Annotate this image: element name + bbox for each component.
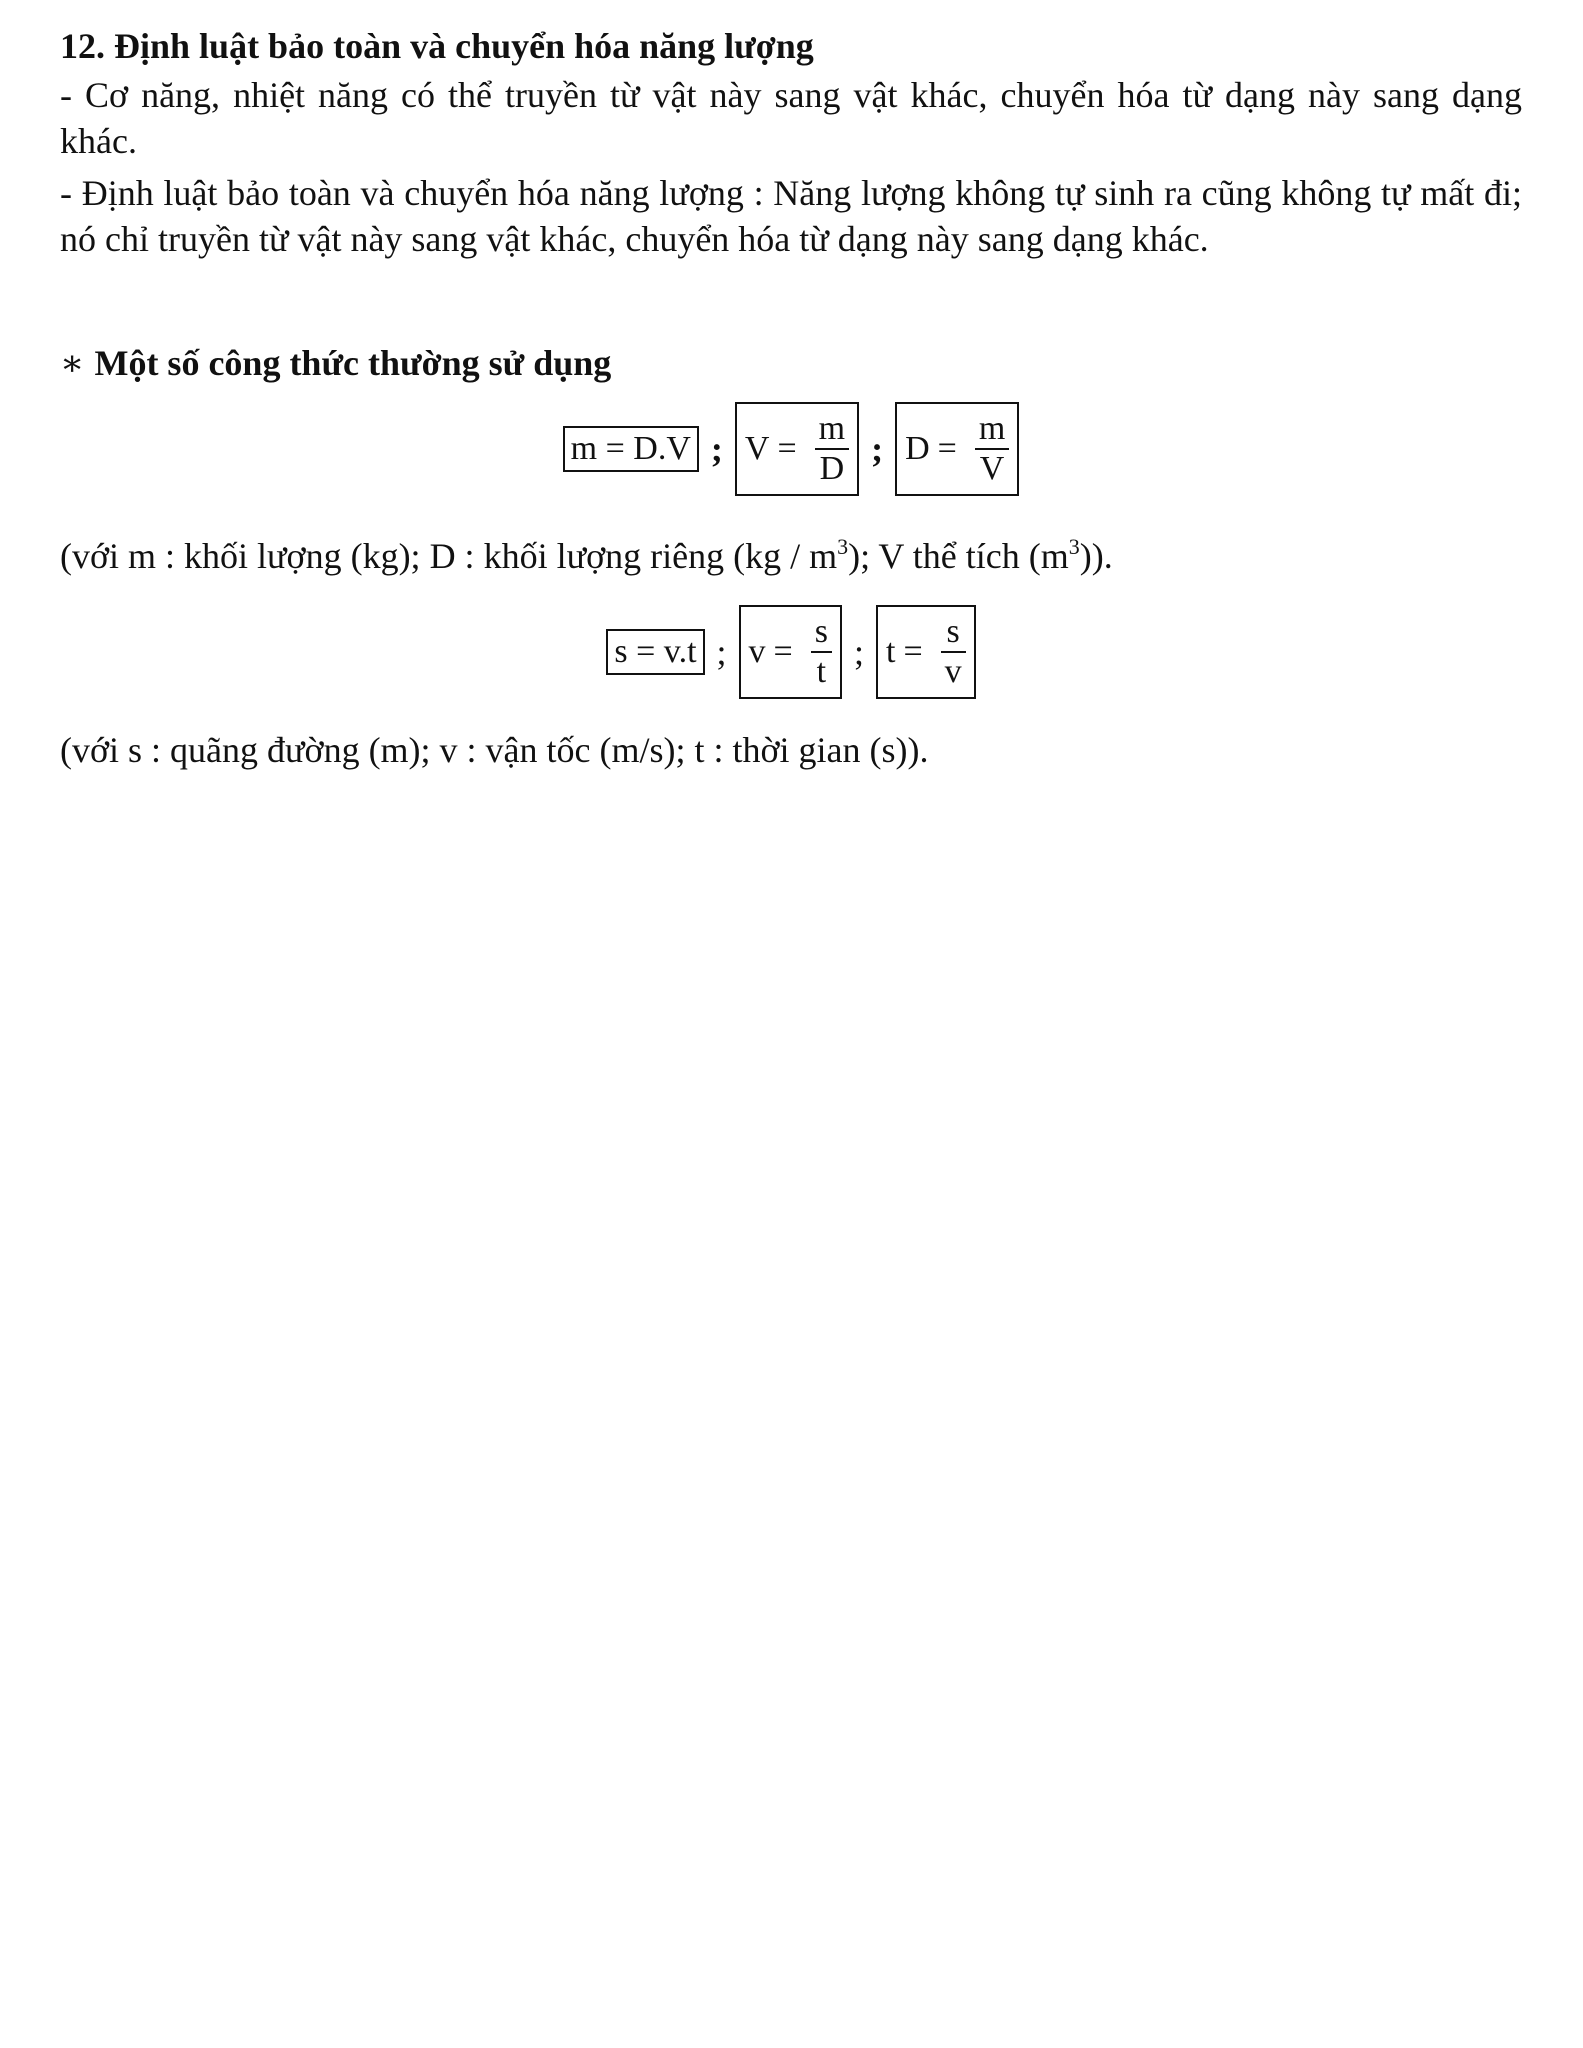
paragraph-1: - Cơ năng, nhiệt năng có thể truyền từ vật này sang vật khác, chuyển hóa từ dạng này sang dạng khác.	[60, 75, 1522, 161]
formula-lhs: v	[748, 633, 766, 670]
exponent: 3	[1068, 534, 1080, 559]
note-mass-units	[60, 524, 1522, 579]
formulas-heading	[60, 338, 1522, 388]
denominator: V	[979, 450, 1005, 487]
fraction	[815, 410, 849, 488]
separator: ;	[871, 429, 884, 469]
formula-lhs: t	[885, 633, 896, 670]
denominator: D	[819, 450, 845, 487]
spacer	[60, 268, 1522, 338]
fraction	[975, 410, 1009, 488]
unit-density: kg / m	[745, 536, 838, 576]
numerator: m	[978, 410, 1006, 447]
asterisk-icon: ∗	[60, 343, 85, 383]
numerator: m	[818, 410, 846, 447]
formula-time	[876, 605, 976, 699]
exponent: 3	[837, 534, 849, 559]
note-text: ); V thể tích (	[848, 536, 1041, 576]
equals-sign: =	[773, 633, 793, 670]
section-title: 12. Định luật bảo toàn và chuyển hóa năng lượng	[60, 26, 814, 66]
fraction	[811, 613, 832, 691]
note-text: (với m : khối lượng (kg); D : khối lượng riêng (	[60, 536, 746, 576]
formula-velocity	[739, 605, 842, 699]
fraction	[941, 613, 966, 691]
formula-volume	[735, 402, 859, 496]
paragraph-2: - Định luật bảo toàn và chuyển hóa năng lượng : Năng lượng không tự sinh ra cũng không tự mất đi; nó chỉ truyền từ vật này sang vật khác, chuyển hóa từ dạng này sang dạng khác.	[60, 173, 1522, 259]
unit-volume: m	[1040, 536, 1069, 576]
formula-density	[895, 402, 1019, 496]
numerator: s	[946, 613, 960, 650]
denominator: v	[944, 653, 962, 690]
formula-lhs: V	[744, 430, 770, 467]
formulas-heading-text: Một số công thức thường sử dụng	[94, 343, 612, 383]
note-speed-units: (với s : quãng đường (m); v : vận tốc (m/s); t : thời gian (s)).	[60, 730, 929, 770]
formula-lhs: D	[905, 430, 930, 467]
formula-row-speed	[60, 605, 1522, 699]
separator: ;	[710, 429, 723, 469]
equals-sign: =	[777, 430, 797, 467]
formula-row-mass	[60, 402, 1522, 496]
separator: ;	[716, 632, 727, 672]
equals-sign: =	[903, 633, 923, 670]
numerator: s	[814, 613, 828, 650]
equals-sign: =	[937, 430, 957, 467]
formula-distance: s = v.t	[606, 629, 704, 675]
separator: ;	[853, 632, 864, 672]
note-text: )).	[1079, 536, 1113, 576]
document-page	[60, 20, 1522, 799]
denominator: t	[816, 653, 827, 690]
formula-mass: m = D.V	[563, 426, 699, 472]
